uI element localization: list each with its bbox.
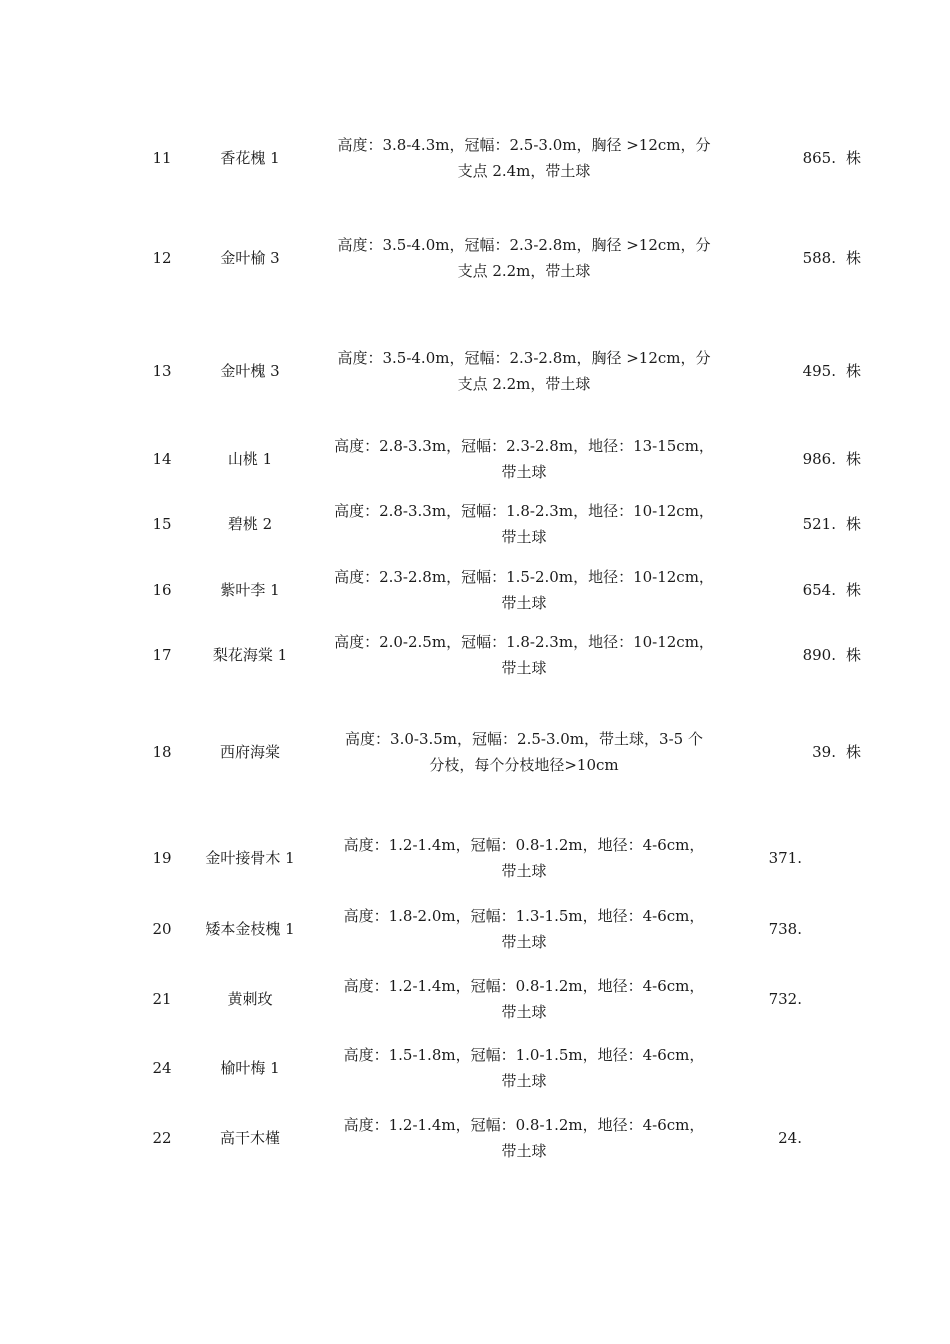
plant-spec — [322, 132, 726, 184]
row-number: 22 — [152, 1129, 172, 1147]
row-number: 11 — [152, 149, 172, 167]
quantity: 588. — [802, 249, 836, 267]
table-row — [0, 494, 950, 554]
quantity: 986. — [802, 450, 836, 468]
plant-spec — [322, 973, 726, 1025]
row-number: 12 — [152, 249, 172, 267]
quantity: 890. — [802, 646, 836, 664]
plant-spec — [322, 726, 726, 778]
spec-line: 高度：3.8-4.3m，冠幅：2.5-3.0m，胸径 >12cm，分 — [337, 136, 711, 154]
table-row — [0, 1108, 950, 1168]
spec-line: 高度：2.8-3.3m，冠幅：2.3-2.8m，地径：13-15cm， — [334, 437, 714, 455]
plant-spec — [322, 345, 726, 397]
spec-line: 高度：3.5-4.0m，冠幅：2.3-2.8m，胸径 >12cm，分 — [337, 236, 711, 254]
spec-line: 带土球 — [501, 862, 547, 880]
plant-spec — [322, 903, 726, 955]
plant-name: 矮本金枝槐 1 — [205, 920, 295, 938]
unit: 株 — [846, 450, 862, 468]
plant-name: 紫叶李 1 — [220, 581, 280, 599]
row-number: 15 — [152, 515, 172, 533]
table-row — [0, 722, 950, 782]
spec-line: 带土球 — [501, 933, 547, 951]
plant-name: 碧桃 2 — [227, 515, 273, 533]
plant-spec — [322, 832, 726, 884]
row-number: 18 — [152, 743, 172, 761]
plant-name: 山桃 1 — [227, 450, 273, 468]
spec-line: 带土球 — [501, 1003, 547, 1021]
spec-line: 高度：2.8-3.3m，冠幅：1.8-2.3m，地径：10-12cm， — [334, 502, 714, 520]
plant-spec — [322, 498, 726, 550]
spec-line: 高度：3.5-4.0m，冠幅：2.3-2.8m，胸径 >12cm，分 — [337, 349, 711, 367]
spec-line: 带土球 — [501, 528, 547, 546]
quantity: 24. — [778, 1129, 802, 1147]
spec-line: 支点 2.2m，带土球 — [457, 262, 591, 280]
spec-line: 带土球 — [501, 594, 547, 612]
unit: 株 — [846, 515, 862, 533]
plant-name: 榆叶梅 1 — [220, 1059, 280, 1077]
spec-line: 分枝，每个分枝地径>10cm — [429, 756, 619, 774]
unit: 株 — [846, 646, 862, 664]
table-row — [0, 429, 950, 489]
plant-spec — [322, 1042, 726, 1094]
plant-spec — [322, 564, 726, 616]
plant-name: 香花槐 1 — [220, 149, 280, 167]
spec-line: 带土球 — [501, 1142, 547, 1160]
unit: 株 — [846, 249, 862, 267]
spec-line: 高度：1.2-1.4m，冠幅：0.8-1.2m，地径：4-6cm， — [343, 1116, 705, 1134]
quantity: 39. — [812, 743, 836, 761]
row-number: 24 — [152, 1059, 172, 1077]
table-row — [0, 560, 950, 620]
spec-line: 带土球 — [501, 659, 547, 677]
plant-name: 金叶槐 3 — [220, 362, 280, 380]
plant-spec — [322, 433, 726, 485]
table-row — [0, 128, 950, 188]
plant-name: 西府海棠 — [219, 743, 280, 761]
plant-spec — [322, 232, 726, 284]
plant-name: 梨花海棠 1 — [212, 646, 288, 664]
quantity: 865. — [802, 149, 836, 167]
spec-line: 带土球 — [501, 463, 547, 481]
plant-spec — [322, 1112, 726, 1164]
table-row — [0, 899, 950, 959]
unit: 株 — [846, 149, 862, 167]
spec-line: 高度：1.2-1.4m，冠幅：0.8-1.2m，地径：4-6cm， — [343, 836, 705, 854]
spec-line: 高度：1.8-2.0m，冠幅：1.3-1.5m，地径：4-6cm， — [343, 907, 705, 925]
row-number: 16 — [152, 581, 172, 599]
row-number: 19 — [152, 849, 172, 867]
row-number: 21 — [152, 990, 172, 1008]
quantity: 732. — [768, 990, 802, 1008]
quantity: 371. — [768, 849, 802, 867]
table-row — [0, 828, 950, 888]
quantity: 738. — [768, 920, 802, 938]
table-row — [0, 625, 950, 685]
spec-line: 高度：1.2-1.4m，冠幅：0.8-1.2m，地径：4-6cm， — [343, 977, 705, 995]
spec-line: 高度：3.0-3.5m，冠幅：2.5-3.0m，带土球，3-5 个 — [345, 730, 703, 748]
spec-line: 支点 2.2m，带土球 — [457, 375, 591, 393]
spec-line: 支点 2.4m，带土球 — [457, 162, 591, 180]
unit: 株 — [846, 581, 862, 599]
plant-spec — [322, 629, 726, 681]
table-row — [0, 228, 950, 288]
row-number: 17 — [152, 646, 172, 664]
plant-name: 高干木槿 — [219, 1129, 280, 1147]
spec-line: 高度：1.5-1.8m，冠幅：1.0-1.5m，地径：4-6cm， — [343, 1046, 705, 1064]
table-row — [0, 1038, 950, 1098]
row-number: 13 — [152, 362, 172, 380]
unit: 株 — [846, 362, 862, 380]
plant-name: 金叶榆 3 — [220, 249, 280, 267]
quantity: 521. — [802, 515, 836, 533]
quantity: 495. — [802, 362, 836, 380]
unit: 株 — [846, 743, 862, 761]
table-row — [0, 341, 950, 401]
table-row — [0, 969, 950, 1029]
spec-line: 高度：2.0-2.5m，冠幅：1.8-2.3m，地径：10-12cm， — [334, 633, 714, 651]
row-number: 14 — [152, 450, 172, 468]
quantity: 654. — [802, 581, 836, 599]
plant-name: 黄刺玫 — [227, 990, 273, 1008]
spec-line: 高度：2.3-2.8m，冠幅：1.5-2.0m，地径：10-12cm， — [334, 568, 714, 586]
spec-line: 带土球 — [501, 1072, 547, 1090]
row-number: 20 — [152, 920, 172, 938]
plant-name: 金叶接骨木 1 — [205, 849, 295, 867]
